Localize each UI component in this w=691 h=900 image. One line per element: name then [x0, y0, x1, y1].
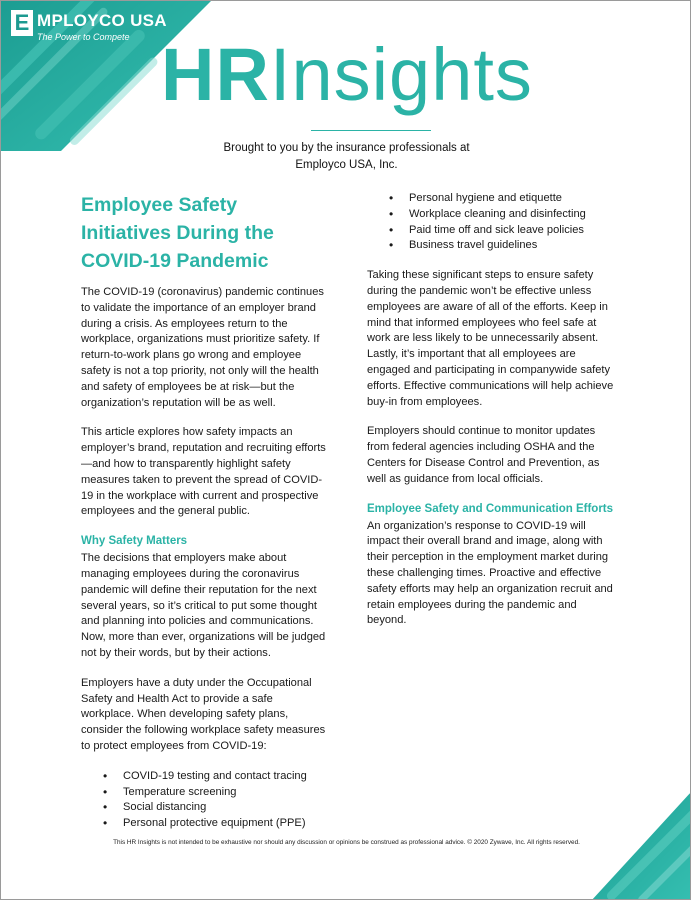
logo-name: MPLOYCO USA	[37, 11, 167, 30]
brand-underline	[311, 130, 431, 131]
list-item: • Paid time off and sick leave policies	[367, 223, 619, 239]
list-item: • COVID-19 testing and contact tracing	[81, 769, 326, 785]
list-item: • Temperature screening	[81, 785, 326, 801]
list-item: • Personal hygiene and etiquette	[367, 191, 619, 207]
right-column	[367, 191, 619, 643]
section-heading-communication: Employee Safety and Communication Efforts	[367, 502, 614, 515]
section-heading-why-safety: Why Safety Matters	[81, 535, 188, 548]
brand-hr: HR	[161, 33, 270, 116]
logo-letter: E	[11, 10, 33, 36]
safety-measures-list	[81, 769, 326, 832]
sponsor-name: Employco USA, Inc.	[295, 159, 398, 171]
logo-tagline: The Power to Compete	[37, 32, 130, 42]
left-column	[81, 191, 326, 845]
list-item: • Workplace cleaning and disinfecting	[367, 207, 619, 223]
intro-paragraph: This article explores how safety impacts an employer’s brand, reputation and recruiting efforts—and how to transparently highlight safety measures taken to prevent the spread of COVID-19 in the workplace with current and prospective employees and the general public.	[81, 426, 326, 518]
body-paragraph: An organization’s response to COVID-19 will impact their overall brand and image, along with their perception in the employment market during these challenging times. Proactive and effective safety efforts may help an organization recruit and retain employees during the pandemic and beyond.	[367, 519, 613, 627]
list-item: • Social distancing	[81, 800, 326, 816]
body-paragraph: The decisions that employers make about managing employees during the coronavirus pandemic will define their reputation for the next several years, so it’s critical to put some thought and planning into policies and communications. Now, more than ever, organizations will be judged not by their words, but by their actions.	[81, 552, 326, 659]
footer-disclaimer: This HR Insights is not intended to be exhaustive nor should any discussion or opinions be construed as professional advice. © 2020 Zywave, Inc. All rights reserved.	[113, 839, 580, 846]
body-paragraph: Employers should continue to monitor updates from federal agencies including OSHA and the Centers for Disease Control and Prevention, as well as guidance from local officials.	[367, 425, 600, 485]
body-paragraph: Employers have a duty under the Occupational Safety and Health Act to provide a safe workplace. When developing safety plans, consider the following workplace safety measures to protect employees from COVID-19:	[81, 676, 326, 752]
article-title: Employee Safety Initiatives During the COVID-19 Pandemic	[81, 194, 274, 272]
list-item: • Business travel guidelines	[367, 238, 619, 254]
employco-logo	[11, 7, 167, 43]
newsletter-brand	[161, 35, 533, 115]
brand-insights: Insights	[269, 33, 533, 116]
body-paragraph: Taking these significant steps to ensure safety during the pandemic won’t be effective unless employees are aware of all of the efforts. Keep in mind that informed employees who feel safe at work are less likely to be unnecessarily absent. Lastly, it’s important that all employees are engaged and participating in companywide safety efforts. Effective communications will help achieve buy-in from employees.	[367, 269, 614, 408]
sponsor-line: Brought to you by the insurance professionals at	[223, 142, 470, 154]
intro-paragraph: The COVID-19 (coronavirus) pandemic continues to validate the importance of an employer brand during a crisis. As employees return to the workplace, organizations must prioritize safety. If return-to-work plans go wrong and employee safety is not a top priority, not only will the health and safety of employees be at risk—but the organization’s reputation will be as well.	[81, 286, 324, 409]
list-item: • Personal protective equipment (PPE)	[81, 816, 326, 832]
safety-measures-list-continued	[367, 191, 619, 254]
